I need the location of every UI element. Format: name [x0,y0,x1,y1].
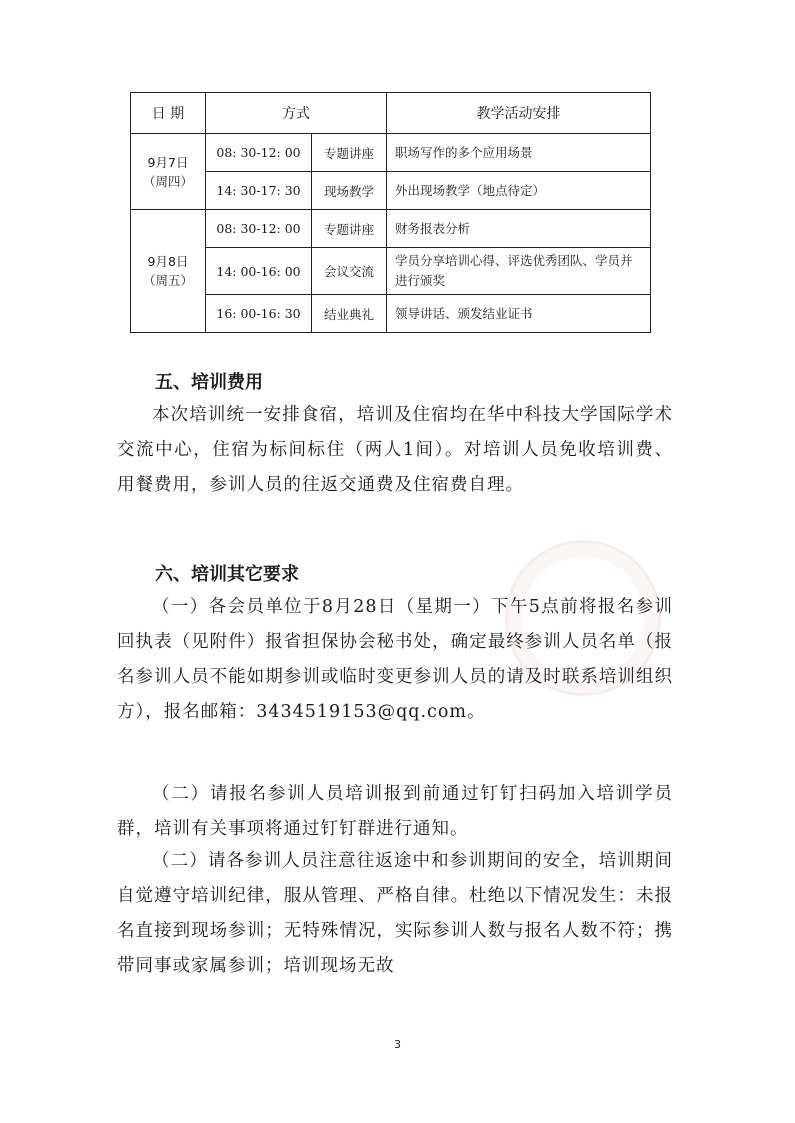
time-cell: 16: 00-16: 30 [206,295,312,333]
weekday-label: （周五） [142,273,193,288]
activity-cell: 财务报表分析 [387,210,651,248]
activity-cell: 领导讲话、颁发结业证书 [387,295,651,333]
header-mode: 方式 [206,93,387,134]
time-cell: 14: 30-17: 30 [206,172,312,210]
header-date: 日 期 [131,93,206,134]
page-number: 3 [394,1038,401,1051]
table-row [131,172,651,210]
table-row [131,210,651,248]
schedule-table [130,92,651,333]
header-activity: 教学活动安排 [387,93,651,134]
table-row [131,295,651,333]
table-header-row [131,93,651,134]
section-heading: 五、培训费用 [155,372,263,393]
section-heading: 六、培训其它要求 [155,564,299,585]
date-label: 9月8日 [147,254,189,269]
weekday-label: （周四） [142,173,193,189]
mode-cell: 会议交流 [312,248,387,295]
mode-cell: 专题讲座 [312,134,387,172]
time-cell: 14: 00-16: 00 [206,248,312,295]
mode-cell: 现场教学 [312,172,387,210]
date-cell [131,210,206,333]
activity-cell: 外出现场教学（地点待定） [387,172,651,210]
activity-cell: 职场写作的多个应用场景 [387,134,651,172]
time-cell: 08: 30-12: 00 [206,134,312,172]
table-row [131,134,651,172]
mode-cell: 专题讲座 [312,210,387,248]
time-cell: 08: 30-12: 00 [206,210,312,248]
paragraph: 本次培训统一安排食宿，培训及住宿均在华中科技大学国际学术交流中心，住宿为标间标住（两人1间）。对培训人员免收培训费、用餐费用，参训人员的往返交通费及住宿费自理。 [117,405,673,495]
paragraph: （二）请报名参训人员培训报到前通过钉钉扫码加入培训学员群，培训有关事项将通过钉钉群进行通知。 [117,784,673,839]
activity-cell: 学员分享培训心得、评选优秀团队、学员并进行颁奖 [387,248,651,295]
mode-cell: 结业典礼 [312,295,387,333]
paragraph: （二）请各参训人员注意往返途中和参训期间的安全，培训期间自觉遵守培训纪律，服从管理、严格自律。杜绝以下情况发生：未报名直接到现场参训；无特殊情况，实际参训人数与报名人数不符；携带同事或家属参训；培训现场无故 [117,851,673,976]
date-cell [131,134,206,210]
date-label: 9月7日 [147,154,189,170]
table-row [131,248,651,295]
paragraph: （一）各会员单位于8月28日（星期一）下午5点前将报名参训回执表（见附件）报省担保协会秘书处，确定最终参训人员名单（报名参训人员不能如期参训或临时变更参训人员的请及时联系培训组织方），报名邮箱：3434519153@qq.com。 [117,597,673,722]
